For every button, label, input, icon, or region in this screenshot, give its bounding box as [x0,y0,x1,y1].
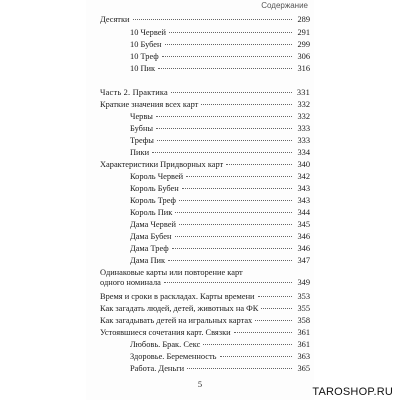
toc-entry-dama-buben: Дама Бубен 346 [130,232,310,241]
toc-entry-piki: Пики 334 [130,148,310,157]
toc-entry-zagadat-lyudey: Как загадать людей, детей, животных на ФК 355 [100,304,310,313]
toc-entry-chervy: Червы 332 [130,112,310,121]
toc-entry-lyubov-brak: Любовь. Брак. Секс 361 [130,340,310,349]
toc-part-2-heading: Часть 2. Практика 331 [100,88,310,97]
book-page [86,0,314,400]
toc-entry-korol-pik: Король Пик 344 [130,208,310,217]
toc-entry-pridvornye-karty: Характеристики Придворных карт 340 [100,160,310,169]
page-number: 5 [197,380,203,389]
toc-entry-bubny: Бубны 333 [130,124,310,133]
toc-entry-sochetaniya-kart: Устоявшиеся сочетания карт. Связки 361 [100,328,310,337]
toc-entry-10-chervey: 10 Червей 291 [130,28,310,37]
watermark: TAROSHOP.RU [312,386,393,398]
toc-entry-desyatki: Десятки 289 [100,15,310,24]
toc-entry-korol-buben: Король Бубен 343 [130,184,310,193]
toc-entry-dama-pik: Дама Пик 347 [130,256,310,265]
toc-entry-10-pik: 10 Пик 316 [130,64,310,73]
toc-entry-line-2: одного номинала [100,278,161,287]
toc-entry-dama-chervey: Дама Червей 345 [130,220,310,229]
toc-entry-rabota-dengi: Работа. Деньги 365 [130,364,310,373]
toc-entry-korol-tref: Король Треф 343 [130,196,310,205]
toc-entry-trefy: Трефы 333 [130,136,310,145]
toc-entry-korol-chervey: Король Червей 342 [130,172,310,181]
toc-entry-dama-tref: Дама Треф 346 [130,244,310,253]
running-head: Содержание [261,1,308,10]
toc-entry-zdorovye: Здоровье. Беременность 363 [130,352,310,361]
toc-entry-10-tref: 10 Треф 306 [130,52,310,61]
toc-entry-kratkie-znacheniya: Краткие значения всех карт 332 [100,100,310,109]
toc-entry-vremya-sroki: Время и сроки в раскладах. Карты времени 353 [100,292,310,301]
toc-entry-odinakovye-karty: Одинаковые карты или повторение карт одного номинала 349 [100,268,310,287]
toc-entry-zagadyvat-detey: Как загадывать детей на игральных картах 358 [100,316,310,325]
toc-entry-line-1: Одинаковые карты или повторение карт [100,268,243,277]
toc-entry-10-buben: 10 Бубен 299 [130,40,310,49]
